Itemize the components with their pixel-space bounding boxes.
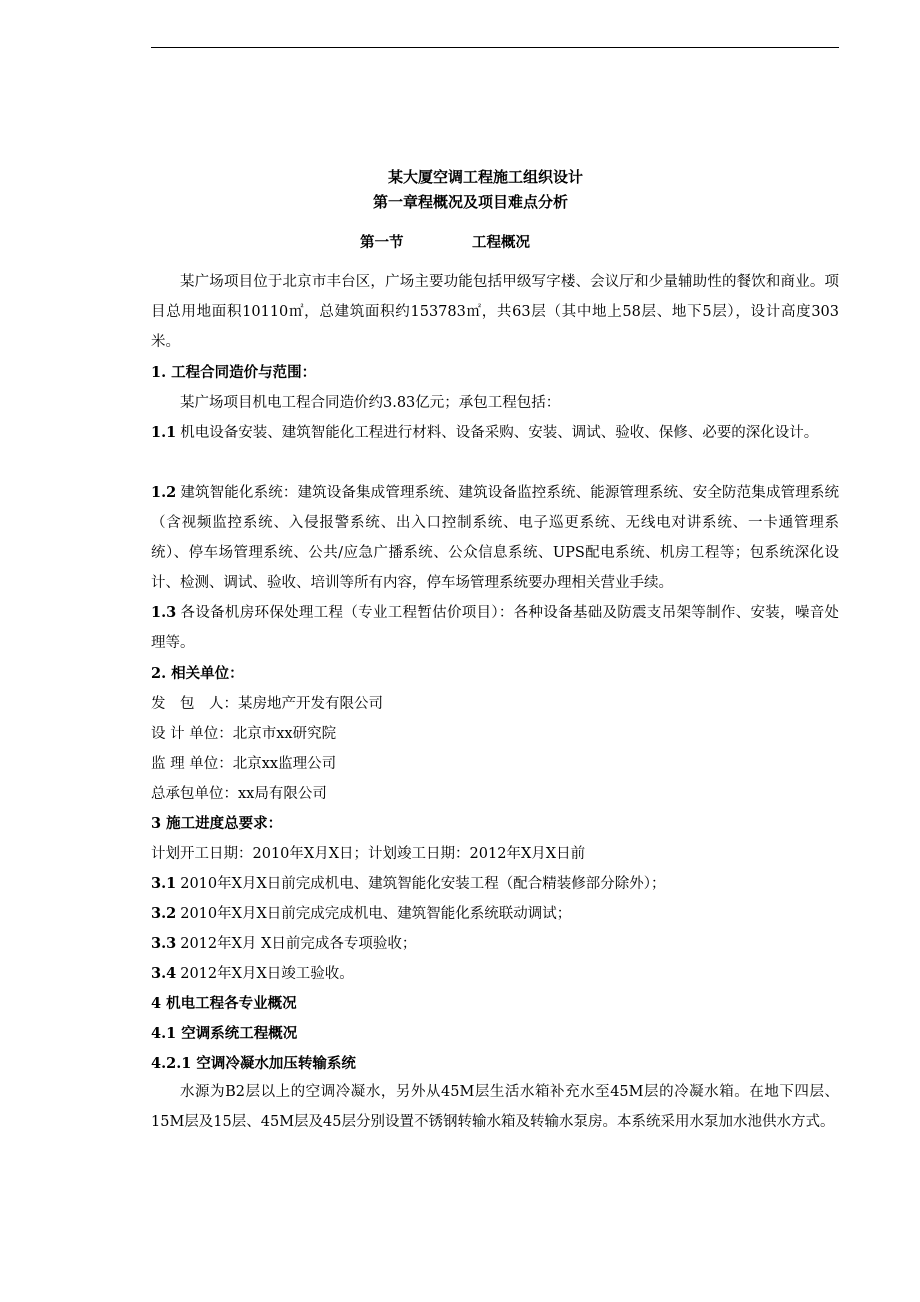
schedule-item-text: 2012年X月X日竣工验收。	[180, 966, 354, 982]
schedule-item-text: 2012年X月 X日前完成各专项验收；	[180, 936, 417, 952]
section-label: 第一节	[360, 234, 404, 251]
section-title: 工程概况	[472, 234, 530, 251]
heading-2: 2. 相关单位：	[151, 665, 244, 682]
header-rule	[151, 47, 839, 48]
item-1-2-text: 建筑智能化系统：建筑设备集成管理系统、建筑设备监控系统、能源管理系统、安全防范集成管理系统（含视频监控系统、入侵报警系统、出入口控制系统、电子巡更系统、无线电对讲系统、一卡通管理系统）、停车场管理系统、公共/应急广播系统、公众信息系统、UPS配电系统、机房工程等；包系统深化设计、检测、调试、验收、培训等所有内容，停车场管理系统要办理相关营业手续。	[151, 485, 839, 591]
schedule-item-number: 3.2	[151, 905, 177, 922]
item-1-1	[151, 418, 839, 448]
schedule-item	[151, 934, 416, 954]
item-1-3-text: 各设备机房环保处理工程（专业工程暂估价项目）：各种设备基础及防震支吊架等制作、安装，噪音处理等。	[151, 605, 839, 651]
item-1-2	[151, 478, 839, 598]
unit-designer: 设 计 单位：北京市xx研究院	[151, 726, 337, 742]
heading-4-2-1: 4.2.1 空调冷凝水加压转输系统	[151, 1055, 356, 1072]
schedule-item	[151, 874, 666, 894]
schedule-item-number: 3.4	[151, 965, 177, 982]
heading-1: 1. 工程合同造价与范围：	[151, 364, 317, 381]
schedule-item-number: 3.3	[151, 935, 177, 952]
item-1-1-text: 机电设备安装、建筑智能化工程进行材料、设备采购、安装、调试、验收、保修、必要的深化设计。	[180, 425, 819, 441]
schedule-plan: 计划开工日期：2010年X月X日；计划竣工日期：2012年X月X日前	[151, 846, 586, 862]
item-1-3-number: 1.3	[151, 604, 177, 621]
final-paragraph: 水源为B2层以上的空调冷凝水，另外从45M层生活水箱补充水至45M层的冷凝水箱。在地下四层、15M层及15层、45M层及45层分别设置不锈钢转输水箱及转输水泵房。本系统采用水泵加水池供水方式。	[151, 1084, 839, 1130]
item-1-1-number: 1.1	[151, 424, 177, 441]
heading-3: 3 施工进度总要求：	[151, 815, 283, 832]
item-1-2-number: 1.2	[151, 484, 177, 501]
heading-4-1: 4.1 空调系统工程概况	[151, 1025, 298, 1042]
intro-paragraph: 某广场项目位于北京市丰台区，广场主要功能包括甲级写字楼、会议厅和少量辅助性的餐饮和商业。项目总用地面积10110㎡，总建筑面积约153783㎡，共63层（其中地上58层、地下5层），设计高度303米。	[151, 274, 839, 350]
schedule-item-text: 2010年X月X日前完成完成机电、建筑智能化系统联动调试；	[180, 906, 572, 922]
schedule-item	[151, 964, 354, 984]
unit-general-contractor: 总承包单位：xx局有限公司	[151, 786, 327, 802]
item-1-3	[151, 598, 839, 658]
doc-title: 某大厦空调工程施工组织设计	[388, 168, 584, 186]
chapter-title: 第一章程概况及项目难点分析	[373, 193, 569, 211]
schedule-item-text: 2010年X月X日前完成机电、建筑智能化安装工程（配合精装修部分除外）；	[180, 876, 666, 892]
unit-supervisor: 监 理 单位：北京xx监理公司	[151, 756, 337, 772]
unit-contractor-owner: 发 包 人：某房地产开发有限公司	[151, 696, 383, 712]
contract-text: 某广场项目机电工程合同造价约3.83亿元；承包工程包括：	[180, 395, 561, 411]
heading-4: 4 机电工程各专业概况	[151, 995, 297, 1012]
schedule-item	[151, 904, 571, 924]
schedule-item-number: 3.1	[151, 875, 177, 892]
